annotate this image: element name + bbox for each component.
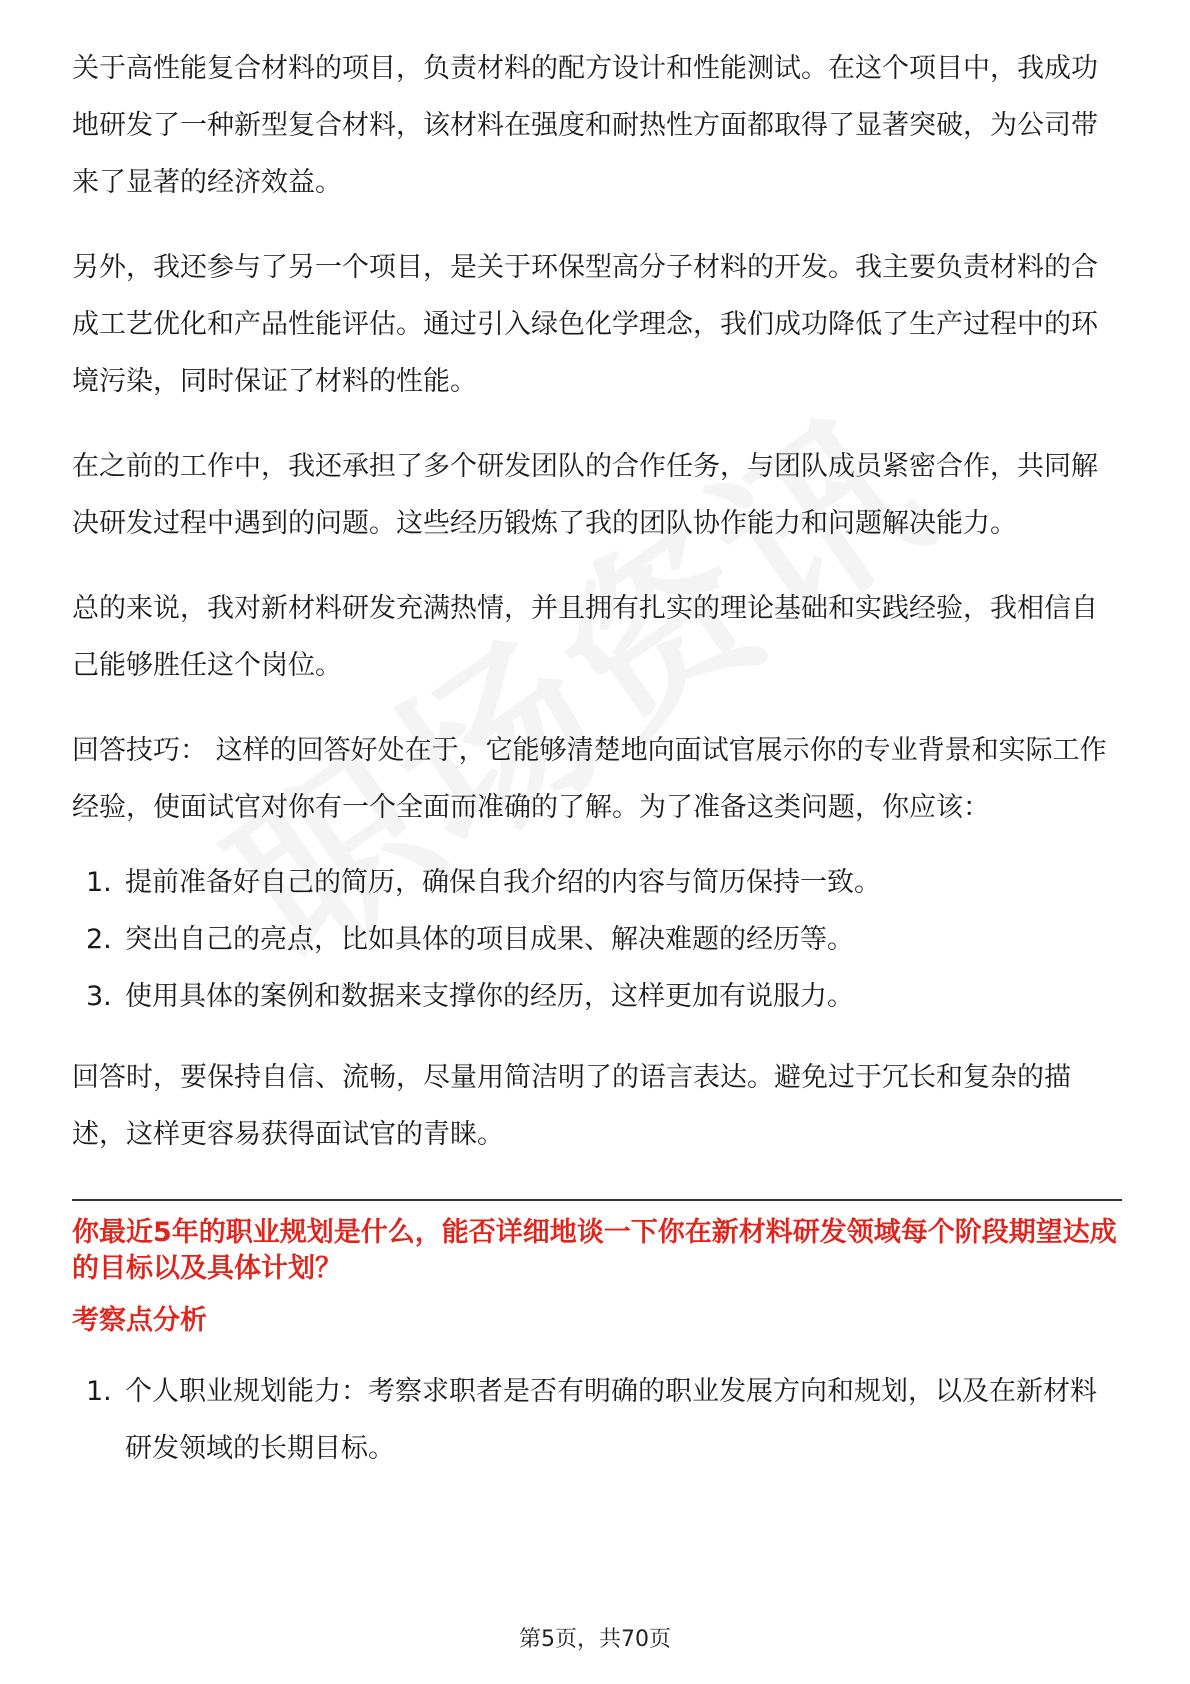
analysis-list [72,1363,1122,1477]
list-item: 1. 提前准备好自己的简历，确保自我介绍的内容与简历保持一致。 [86,867,881,898]
paragraph-summary: 总的来说，我对新材料研发充满热情，并且拥有扎实的理论基础和实践经验，我相信自己能够胜任这个岗位。 [72,593,1098,681]
section-divider [72,1199,1122,1201]
list-item: 2. 突出自己的亮点，比如具体的项目成果、解决难题的经历等。 [86,924,854,955]
paragraph-project-polymer: 另外，我还参与了另一个项目，是关于环保型高分子材料的开发。我主要负责材料的合成工艺优化和产品性能评估。通过引入绿色化学理念，我们成功降低了生产过程中的环境污染，同时保证了材料的性能。 [72,252,1098,397]
paragraph-project-composite: 关于高性能复合材料的项目，负责材料的配方设计和性能测试。在这个项目中，我成功地研发了一种新型复合材料，该材料在强度和耐热性方面都取得了显著突破，为公司带来了显著的经济效益。 [72,53,1098,198]
page-footer: 第5页，共70页 [519,1627,671,1652]
paragraph-closing: 回答时，要保持自信、流畅，尽量用简洁明了的语言表达。避免过于冗长和复杂的描述，这样更容易获得面试官的青睐。 [72,1062,1071,1150]
paragraph-teamwork: 在之前的工作中，我还承担了多个研发团队的合作任务，与团队成员紧密合作，共同解决研发过程中遇到的问题。这些经历锻炼了我的团队协作能力和问题解决能力。 [72,451,1098,539]
analysis-heading: 考察点分析 [72,1305,207,1336]
list-item: 3. 使用具体的案例和数据来支撑你的经历，这样更加有说服力。 [86,981,854,1012]
paragraph-answer-tips: 回答技巧： 这样的回答好处在于，它能够清楚地向面试官展示你的专业背景和实际工作经验，使面试官对你有一个全面而准确的了解。为了准备这类问题，你应该： [72,735,1107,823]
interview-question: 你最近5年的职业规划是什么，能否详细地谈一下你在新材料研发领域每个阶段期望达成的目标以及具体计划？ [72,1217,1117,1284]
list-item: 1. 个人职业规划能力：考察求职者是否有明确的职业发展方向和规划，以及在新材料研发领域的长期目标。 [86,1376,1097,1464]
document-body [72,40,1122,1501]
tips-list [72,854,1122,1025]
